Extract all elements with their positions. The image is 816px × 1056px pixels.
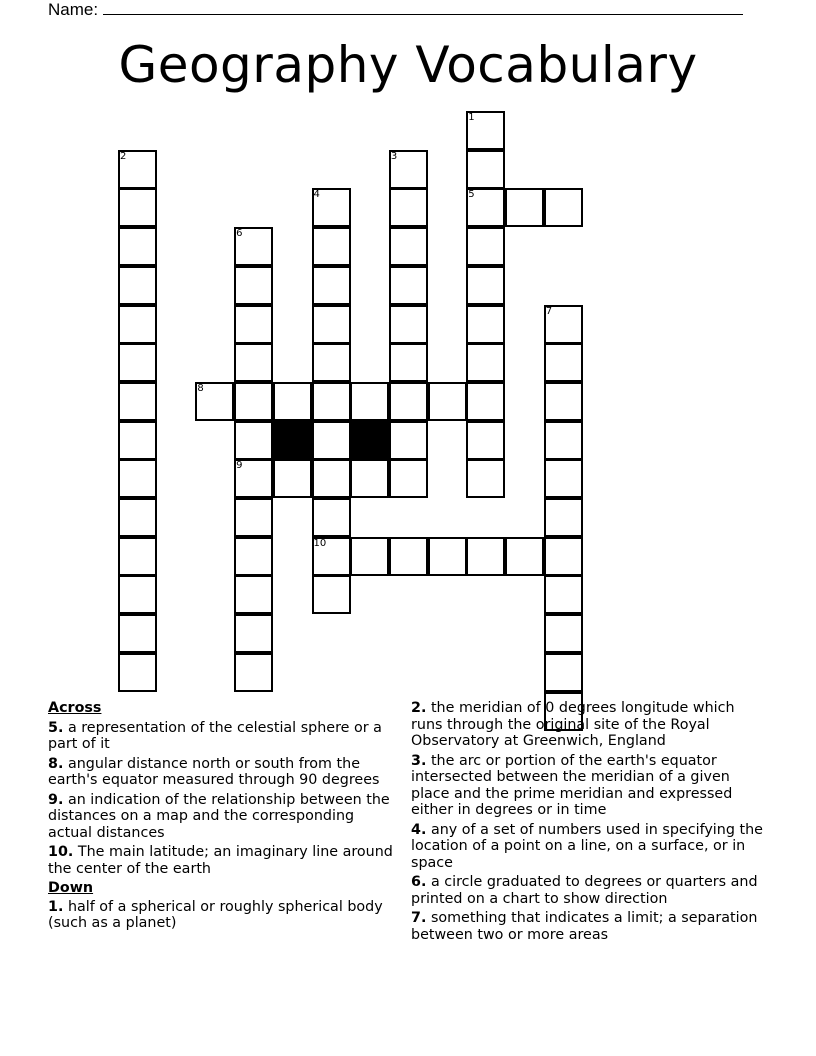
- down-clue: 6. a circle graduated to degrees or quarters and printed on a chart to show direction: [411, 874, 758, 907]
- crossword-cell[interactable]: [544, 421, 583, 460]
- clue-number: 10: [313, 537, 327, 549]
- crossword-cell[interactable]: [544, 575, 583, 614]
- crossword-cell[interactable]: [312, 382, 351, 421]
- crossword-cell[interactable]: [544, 459, 583, 498]
- clue-number: 3: [390, 150, 398, 162]
- across-clue: 10. The main latitude; an imaginary line around the center of the earth: [48, 844, 393, 877]
- crossword-cell[interactable]: [118, 537, 157, 576]
- crossword-cell[interactable]: [312, 421, 351, 460]
- crossword-block: [350, 421, 389, 460]
- crossword-cell[interactable]: [234, 227, 273, 266]
- clues-left-column: [48, 700, 398, 935]
- clue-number: 5: [468, 189, 475, 201]
- crossword-cell[interactable]: [389, 421, 428, 460]
- crossword-cell[interactable]: [466, 305, 505, 344]
- crossword-cell[interactable]: [118, 343, 157, 382]
- crossword-cell[interactable]: [118, 498, 157, 537]
- crossword-cell[interactable]: [466, 459, 505, 498]
- name-label: Name:: [48, 0, 99, 19]
- clue-number: 6: [236, 228, 243, 240]
- crossword-cell[interactable]: [312, 343, 351, 382]
- crossword-cell[interactable]: [234, 305, 273, 344]
- crossword-cell[interactable]: [466, 343, 505, 382]
- crossword-cell[interactable]: [389, 343, 428, 382]
- crossword-cell[interactable]: [118, 266, 157, 305]
- crossword-cell[interactable]: [312, 498, 351, 537]
- crossword-cell[interactable]: [118, 305, 157, 344]
- crossword-cell[interactable]: [505, 188, 544, 227]
- crossword-cell[interactable]: [466, 537, 505, 576]
- crossword-cell[interactable]: [428, 537, 467, 576]
- crossword-cell[interactable]: [544, 614, 583, 653]
- clue-number: 8: [197, 382, 204, 394]
- crossword-cell[interactable]: [118, 653, 157, 692]
- crossword-cell[interactable]: [544, 343, 583, 382]
- crossword-cell[interactable]: [312, 305, 351, 344]
- clue-number: 7: [545, 305, 553, 317]
- crossword-cell[interactable]: [234, 498, 273, 537]
- down-heading: Down: [48, 880, 94, 896]
- crossword-cell[interactable]: [312, 575, 351, 614]
- crossword-cell[interactable]: [234, 343, 273, 382]
- crossword-cell[interactable]: [389, 227, 428, 266]
- crossword-cell[interactable]: [466, 150, 505, 189]
- crossword-block: [273, 421, 312, 460]
- crossword-cell[interactable]: [118, 421, 157, 460]
- clue-number: 2: [120, 150, 127, 162]
- crossword-cell[interactable]: [273, 382, 312, 421]
- crossword-cell[interactable]: [544, 498, 583, 537]
- clue-number: 9: [236, 460, 243, 472]
- crossword-cell[interactable]: [312, 266, 351, 305]
- down-clue: 3. the arc or portion of the earth's equator intersected between the meridian of a given place and the prime meridian and expressed either in degrees or in time: [411, 752, 733, 818]
- across-clue: 5. a representation of the celestial sphere or a part of it: [48, 719, 382, 752]
- crossword-cell[interactable]: [195, 382, 234, 421]
- crossword-cell[interactable]: [544, 537, 583, 576]
- crossword-cell[interactable]: [505, 537, 544, 576]
- crossword-cell[interactable]: [466, 421, 505, 460]
- down-clue: 1. half of a spherical or roughly spherical body (such as a planet): [48, 898, 383, 931]
- crossword-cell[interactable]: [466, 382, 505, 421]
- crossword-cell[interactable]: [466, 266, 505, 305]
- down-clue: 7. something that indicates a limit; a separation between two or more areas: [411, 910, 758, 943]
- crossword-cell[interactable]: [234, 614, 273, 653]
- crossword-cell[interactable]: [118, 150, 157, 189]
- crossword-cell[interactable]: [234, 266, 273, 305]
- crossword-cell[interactable]: [234, 421, 273, 460]
- crossword-cell[interactable]: [118, 188, 157, 227]
- crossword-cell[interactable]: [544, 188, 583, 227]
- crossword-cell[interactable]: [544, 653, 583, 692]
- crossword-cell[interactable]: [118, 575, 157, 614]
- clues-right-column: [411, 700, 766, 946]
- crossword-cell[interactable]: [389, 382, 428, 421]
- crossword-cell[interactable]: [234, 382, 273, 421]
- down-clue: 4. any of a set of numbers used in specifying the location of a point on a line, on a surface, or in space: [411, 821, 763, 871]
- crossword-cell[interactable]: [312, 227, 351, 266]
- crossword-cell[interactable]: [350, 537, 389, 576]
- crossword-cell[interactable]: [350, 459, 389, 498]
- crossword-cell[interactable]: [234, 459, 273, 498]
- crossword-cell[interactable]: [466, 188, 505, 227]
- crossword-cell[interactable]: [234, 575, 273, 614]
- crossword-cell[interactable]: [389, 305, 428, 344]
- crossword-cell[interactable]: [544, 305, 583, 344]
- crossword-cell[interactable]: [466, 111, 505, 150]
- across-clue: 9. an indication of the relationship between the distances on a map and the corresponding actual distances: [48, 791, 390, 841]
- crossword-cell[interactable]: [389, 150, 428, 189]
- clue-number: 4: [313, 189, 320, 201]
- crossword-cell[interactable]: [234, 653, 273, 692]
- crossword-cell[interactable]: [118, 227, 157, 266]
- crossword-cell[interactable]: [350, 382, 389, 421]
- clue-number: 1: [468, 112, 475, 123]
- crossword-cell[interactable]: [389, 537, 428, 576]
- crossword-cell[interactable]: [389, 459, 428, 498]
- crossword-cell[interactable]: [389, 188, 428, 227]
- down-clue: 2. the meridian of 0 degrees longitude which runs through the original site of the Royal Observatory at Greenwich, England: [411, 700, 735, 749]
- page-title: Geography Vocabulary: [118, 36, 698, 94]
- crossword-cell[interactable]: [389, 266, 428, 305]
- crossword-cell[interactable]: [312, 459, 351, 498]
- crossword-cell[interactable]: [118, 382, 157, 421]
- crossword-cell[interactable]: [312, 537, 351, 576]
- crossword-cell[interactable]: [118, 459, 157, 498]
- crossword-cell[interactable]: [312, 188, 351, 227]
- crossword-cell[interactable]: [544, 382, 583, 421]
- crossword-cell[interactable]: [466, 227, 505, 266]
- crossword-cell[interactable]: [234, 537, 273, 576]
- across-heading: Across: [48, 700, 102, 716]
- crossword-cell[interactable]: [118, 614, 157, 653]
- crossword-cell[interactable]: [273, 459, 312, 498]
- across-clue: 8. angular distance north or south from the earth's equator measured through 90 degrees: [48, 755, 380, 788]
- crossword-cell[interactable]: [428, 382, 467, 421]
